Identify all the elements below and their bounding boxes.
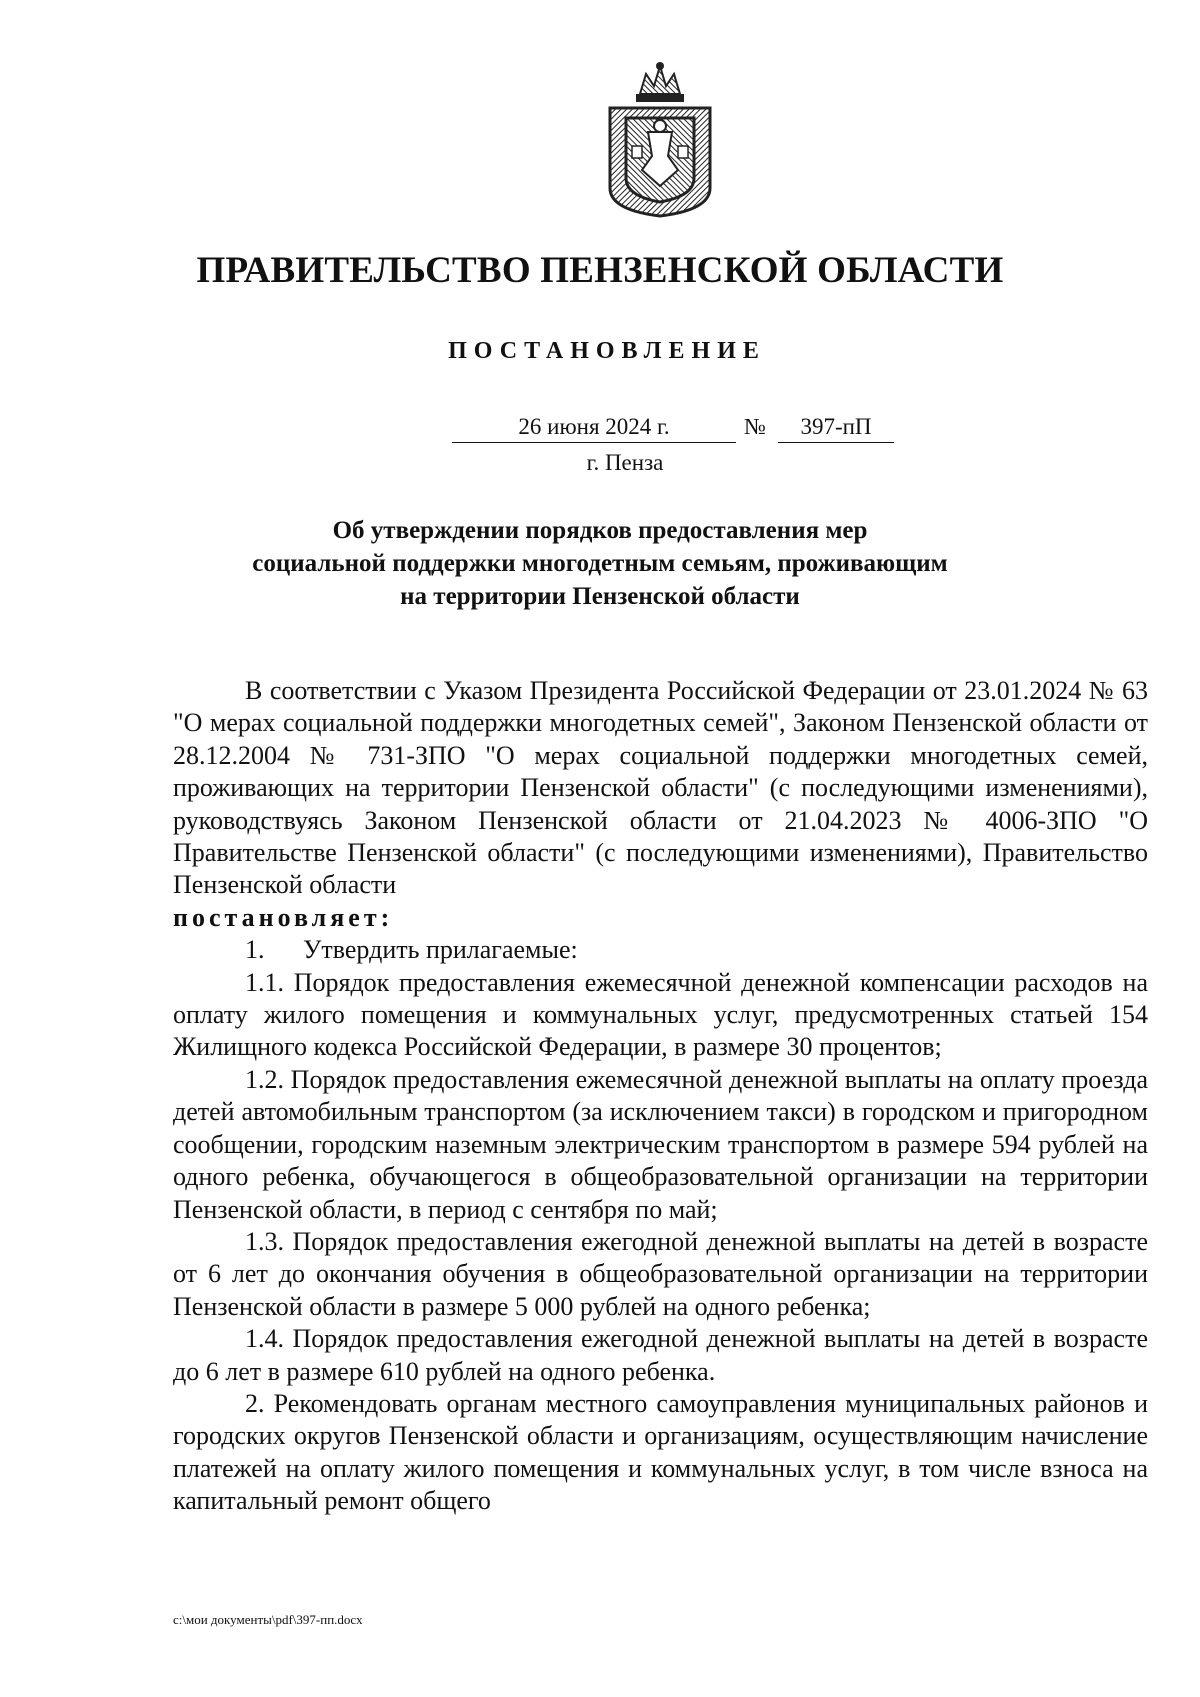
item-paragraph [173, 934, 1148, 966]
document-title [0, 514, 1200, 613]
resolves-paragraph [173, 902, 1148, 934]
document-type: ПОСТАНОВЛЕНИЕ [448, 338, 766, 364]
number-sign: № [744, 414, 766, 439]
item-text: Утвердить прилагаемые: [303, 935, 578, 965]
title-line: социальной поддержки многодетным семьям, проживающим [252, 550, 948, 577]
item-paragraph: 1.2. Порядок предоставления ежемесячной денежной выплаты на оплату проезда детей автомобильным транспортом (за исключением такси) в городском и пригородном сообщении, городским наземным электрическим транспортом в размере 594 рублей на одного ребенка, обучающегося в общеобразовательной организации на территории Пензенской области, в период с сентября по май; [173, 1064, 1148, 1224]
document-city: г. Пенза [586, 450, 664, 475]
item-paragraph: 1.3. Порядок предоставления ежегодной денежной выплаты на детей в возрасте от 6 лет до окончания обучения в общеобразовательной организации на территории Пензенской области в размере 5 000 рублей на одного ребенка; [173, 1226, 1148, 1321]
resolves-word: постановляет: [173, 902, 394, 932]
issuing-authority: ПРАВИТЕЛЬСТВО ПЕНЗЕНСКОЙ ОБЛАСТИ [196, 250, 1004, 291]
item-number: 1. [245, 935, 265, 965]
item-paragraph: 1.4. Порядок предоставления ежегодной денежной выплаты на детей в возрасте до 6 лет в размере 610 рублей на одного ребенка. [173, 1324, 1148, 1386]
document-date: 26 июня 2024 г. [452, 412, 736, 443]
document-number: 397-пП [778, 412, 894, 443]
title-line: Об утверждении порядков предоставления мер [332, 517, 868, 544]
document-body [173, 675, 1148, 1518]
preamble-paragraph: В соответствии с Указом Президента Российской Федерации от 23.01.2024 № 63 "О мерах социальной поддержки многодетных семей", Законом Пензенской области от 28.12.2004 № 731-ЗПО "О мерах социальной поддержки многодетных семей, проживающих на территории Пензенской области" (с последующими изменениями), руководствуясь Законом Пензенской области от 21.04.2023 № 4006-ЗПО "О Правительстве Пензенской области" (с последующими изменениями), Правительство Пензенской области [173, 676, 1148, 900]
coat-of-arms-emblem [596, 60, 724, 220]
title-line: на территории Пензенской области [400, 583, 800, 610]
item-paragraph: 1.1. Порядок предоставления ежемесячной денежной компенсации расходов на оплату жилого помещения и коммунальных услуг, предусмотренных статьей 154 Жилищного кодекса Российской Федерации, в размере 30 процентов; [173, 967, 1148, 1062]
item-paragraph: 2. Рекомендовать органам местного самоуправления муниципальных районов и городских округов Пензенской области и организациям, осуществляющим начисление платежей на оплату жилого помещения и коммунальных услуг, в том числе взноса на капитальный ремонт общего [173, 1388, 1148, 1516]
file-path-footer: c:\мои документы\pdf\397-пп.docx [173, 1612, 363, 1627]
